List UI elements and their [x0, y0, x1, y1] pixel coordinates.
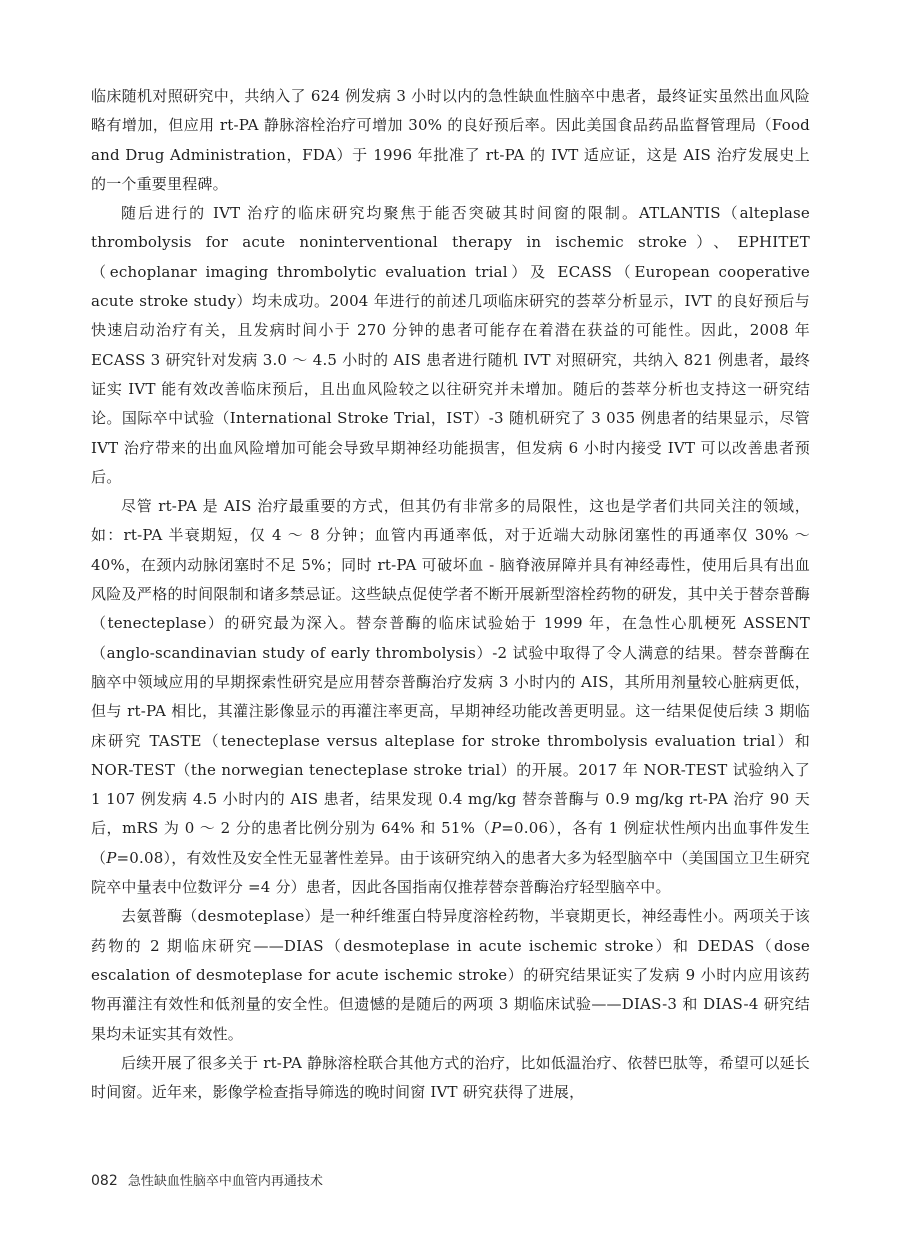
body-paragraph-4: 去氨普酶（desmoteplase）是一种纤维蛋白特异度溶栓药物，半衰期更长，神经毒性小。两项关于该药物的 2 期临床研究——DIAS（desmoteplase in acute ischemic stroke）和 DEDAS（dose escalation of desmoteplase for acute ischemic stroke）的研究结果证实了发病 9 小时内应用该药物再灌注有效性和低剂量的安全性。但遗憾的是随后的两项 3 期临床试验——DIAS-3 和 DIAS-4 研究结果均未证实其有效性。: [91, 907, 810, 1043]
body-paragraph-2: 随后进行的 IVT 治疗的临床研究均聚焦于能否突破其时间窗的限制。ATLANTIS（alteplase thrombolysis for acute noninterventional therapy in ischemic stroke）、EPHITET（echoplanar imaging thrombolytic evaluation trial）及 ECASS（European cooperative acute stroke study）均未成功。2004 年进行的前述几项临床研究的荟萃分析显示，IVT 的良好预后与快速启动治疗有关，且发病时间小于 270 分钟的患者可能存在着潜在获益的可能性。因此，2008 年 ECASS 3 研究针对发病 3.0 ～ 4.5 小时的 AIS 患者进行随机 IVT 对照研究，共纳入 821 例患者，最终证实 IVT 能有效改善临床预后，且出血风险较之以往研究并未增加。随后的荟萃分析也支持这一研究结论。国际卒中试验（International Stroke Trial，IST）-3 随机研究了 3 035 例患者的结果显示，尽管 IVT 治疗带来的出血风险增加可能会导致早期神经功能损害，但发病 6 小时内接受 IVT 可以改善患者预后。: [91, 204, 810, 486]
running-footer-title: 急性缺血性脑卒中血管内再通技术: [127, 1174, 323, 1189]
page-number: 082: [91, 1173, 118, 1189]
body-paragraph-3: 尽管 rt-PA 是 AIS 治疗最重要的方式，但其仍有非常多的局限性，这也是学者们共同关注的领域，如：rt-PA 半衰期短，仅 4 ～ 8 分钟；血管内再通率低，对于近端大动脉闭塞性的再通率仅 30% ～ 40%，在颈内动脉闭塞时不足 5%；同时 rt-PA 可破坏血 - 脑脊液屏障并具有神经毒性，使用后具有出血风险及严格的时间限制和诸多禁忌证。这些缺点促使学者不断开展新型溶栓药物的研发，其中关于替奈普酶（tenecteplase）的研究最为深入。替奈普酶的临床试验始于 1999 年，在急性心肌梗死 ASSENT（anglo-scandinavian study of early thrombolysis）-2 试验中取得了令人满意的结果。替奈普酶在脑卒中领域应用的早期探索性研究是应用替奈普酶治疗发病 3 小时内的 AIS，其所用剂量较心脏病更低，但与 rt-PA 相比，其灌注影像显示的再灌注率更高，早期神经功能改善更明显。这一结果促使后续 3 期临床研究 TASTE（tenecteplase versus alteplase for stroke thrombolysis evaluation trial）和 NOR-TEST（the norwegian tenecteplase stroke trial）的开展。2017 年 NOR-TEST 试验纳入了 1 107 例发病 4.5 小时内的 AIS 患者，结果发现 0.4 mg/kg 替奈普酶与 0.9 mg/kg rt-PA 治疗 90 天后，mRS 为 0 ～ 2 分的患者比例分别为 64% 和 51%（P=0.06），各有 1 例症状性颅内出血事件发生（P=0.08），有效性及安全性无显著性差异。由于该研究纳入的患者大多为轻型脑卒中（美国国立卫生研究院卒中量表中位数评分 =4 分）患者，因此各国指南仅推荐替奈普酶治疗轻型脑卒中。: [91, 497, 810, 897]
page-footer: [91, 1170, 323, 1189]
body-paragraph-1: 临床随机对照研究中，共纳入了 624 例发病 3 小时以内的急性缺血性脑卒中患者，最终证实虽然出血风险略有增加，但应用 rt-PA 静脉溶栓治疗可增加 30% 的良好预后率。因此美国食品药品监督管理局（Food and Drug Administration，FDA）于 1996 年批准了 rt-PA 的 IVT 适应证，这是 AIS 治疗发展史上的一个重要里程碑。: [91, 87, 810, 193]
page-body: [91, 82, 810, 1107]
body-paragraph-5: 后续开展了很多关于 rt-PA 静脉溶栓联合其他方式的治疗，比如低温治疗、依替巴肽等，希望可以延长时间窗。近年来，影像学检查指导筛选的晚时间窗 IVT 研究获得了进展，: [91, 1053, 810, 1102]
